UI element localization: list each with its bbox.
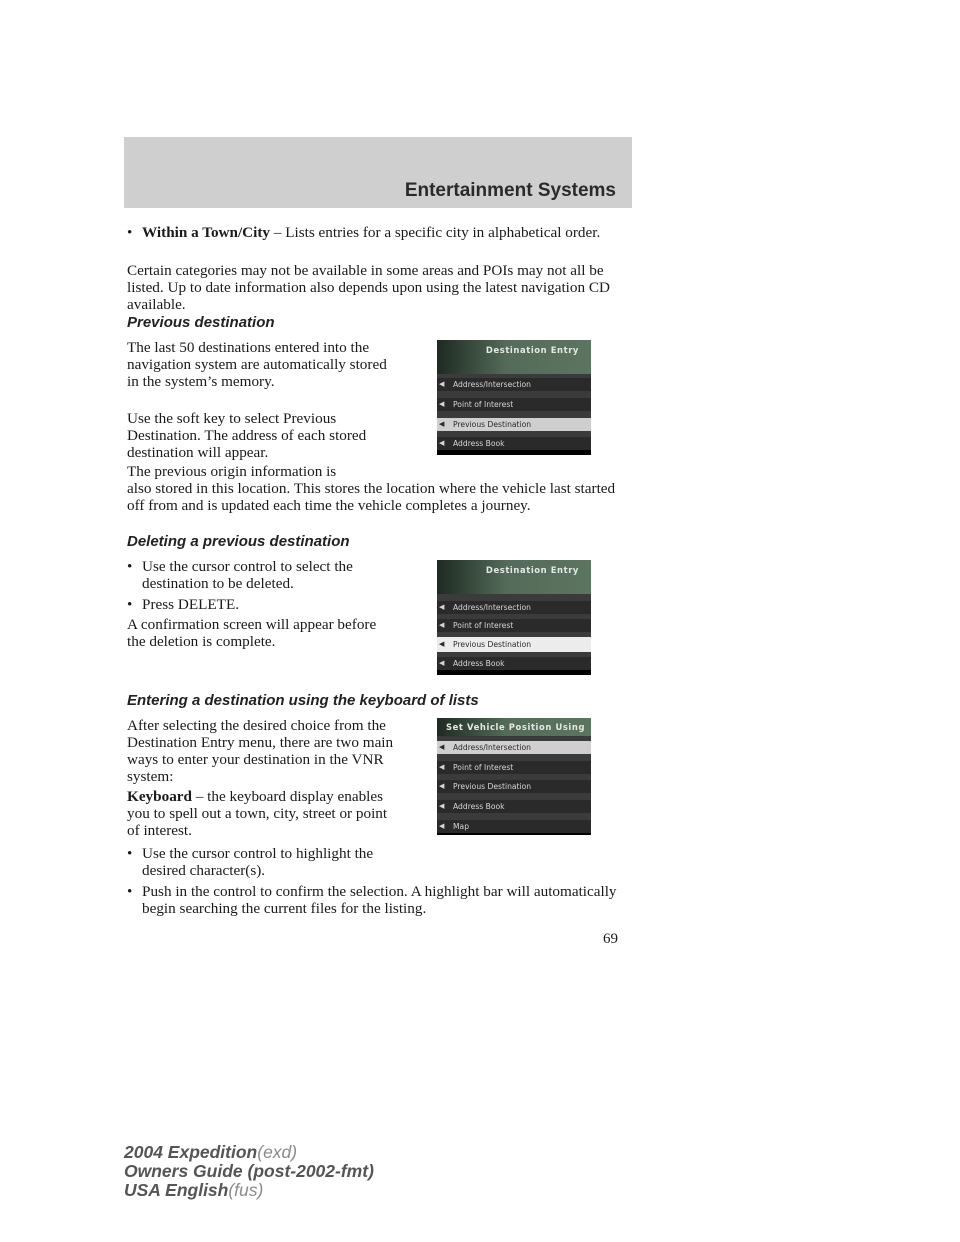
bullet-within-town <box>127 224 647 241</box>
bullet-text: Push in the control to confirm the selection. A highlight bar will automatically begin searching the current files for the listing. <box>142 883 617 917</box>
paragraph-after-selecting: After selecting the desired choice from the Destination Entry menu, there are two main ways to enter your destination in the VNR system: <box>127 717 394 785</box>
menu-item-label: Address Book <box>453 802 505 811</box>
menu-item-previous-destination[interactable] <box>437 418 591 431</box>
arrow-left-icon: ◀ <box>439 782 445 790</box>
bullet-term: Within a Town/City <box>142 224 271 241</box>
keyboard-text: – the keyboard display enables you to spell out a town, city, street or point of interest. <box>127 788 388 839</box>
paragraph-origin-b: also stored in this location. This stores the location where the vehicle last started off from and is updated each time the vehicle completes a journey. <box>127 480 616 514</box>
arrow-left-icon: ◀ <box>439 439 445 447</box>
arrow-left-icon: ◀ <box>439 659 445 667</box>
footer-guide: Owners Guide (post-2002-fmt) <box>124 1161 374 1181</box>
menu-item-address-book[interactable] <box>437 437 591 450</box>
footer-line-1 <box>124 1143 374 1162</box>
menu-item-label: Map <box>453 822 470 831</box>
footer-model-code: (exd) <box>257 1142 298 1162</box>
arrow-left-icon: ◀ <box>439 802 445 810</box>
menu-item-label: Address Book <box>453 659 505 668</box>
arrow-left-icon: ◀ <box>439 822 445 830</box>
menu-item-point-of-interest[interactable] <box>437 619 591 632</box>
menu-item-label: Point of Interest <box>453 400 514 409</box>
bullet-text: Press DELETE. <box>142 596 240 613</box>
menu-item-address-book[interactable] <box>437 800 591 813</box>
menu-item-label: Address Book <box>453 439 505 448</box>
screen-title-bar <box>437 560 591 594</box>
bullet-press-delete <box>127 596 412 613</box>
menu-item-address-intersection[interactable] <box>437 601 591 614</box>
screen-title: Destination Entry <box>485 345 579 355</box>
screen-divider <box>437 813 591 820</box>
bullet-cursor-select <box>127 558 412 592</box>
footer-model: 2004 Expedition <box>124 1142 258 1162</box>
bullet-dot: • <box>127 596 133 613</box>
page-number: 69 <box>603 931 618 947</box>
destination-entry-screen-1 <box>437 340 591 455</box>
menu-item-label: Point of Interest <box>453 621 514 630</box>
heading-deleting-previous: Deleting a previous destination <box>127 533 350 550</box>
bullet-dot: • <box>127 558 133 575</box>
bullet-dot: • <box>127 224 133 241</box>
arrow-left-icon: ◀ <box>439 743 445 751</box>
paragraph-last-50: The last 50 destinations entered into the navigation system are automatically stored in the system’s memory. <box>127 339 387 390</box>
bullet-highlight-character <box>127 845 412 879</box>
paragraph-categories: Certain categories may not be available in some areas and POIs may not all be listed. Up to date information also depends upon using the latest navigation CD available. <box>127 262 610 313</box>
menu-item-address-intersection[interactable] <box>437 378 591 391</box>
heading-previous-destination: Previous destination <box>127 314 275 331</box>
menu-item-label: Point of Interest <box>453 763 514 772</box>
menu-item-point-of-interest[interactable] <box>437 761 591 774</box>
menu-item-label: Previous Destination <box>453 782 532 791</box>
screen-title: Destination Entry <box>485 565 579 575</box>
document-footer <box>124 1143 374 1200</box>
set-vehicle-position-screen <box>437 718 591 835</box>
keyboard-term: Keyboard <box>127 788 192 805</box>
menu-item-point-of-interest[interactable] <box>437 398 591 411</box>
footer-line-3 <box>124 1181 374 1200</box>
menu-item-label: Address/Intersection <box>453 743 531 752</box>
paragraph-keyboard <box>127 788 397 839</box>
destination-entry-screen-2 <box>437 560 591 675</box>
arrow-left-icon: ◀ <box>439 380 445 388</box>
arrow-left-icon: ◀ <box>439 640 445 648</box>
bullet-text: Use the cursor control to select the destination to be deleted. <box>142 558 353 592</box>
screen-divider <box>437 793 591 800</box>
section-title: Entertainment Systems <box>404 180 616 201</box>
footer-language: USA English <box>124 1180 229 1200</box>
section-header-band <box>124 137 632 208</box>
arrow-left-icon: ◀ <box>439 400 445 408</box>
menu-item-map[interactable] <box>437 820 591 833</box>
paragraph-origin-a: The previous origin information is <box>127 463 337 480</box>
heading-keyboard-of-lists: Entering a destination using the keyboard of lists <box>127 692 479 709</box>
screen-title-bar <box>437 718 591 736</box>
bullet-text: Use the cursor control to highlight the desired character(s). <box>142 845 374 879</box>
arrow-left-icon: ◀ <box>439 621 445 629</box>
bullet-dot: • <box>127 845 133 862</box>
screen-divider <box>437 754 591 761</box>
bullet-push-control <box>127 883 647 917</box>
footer-language-code: (fus) <box>228 1180 264 1200</box>
menu-item-label: Previous Destination <box>453 640 532 649</box>
menu-item-previous-destination[interactable] <box>437 780 591 793</box>
arrow-left-icon: ◀ <box>439 603 445 611</box>
arrow-left-icon: ◀ <box>439 420 445 428</box>
menu-item-label: Address/Intersection <box>453 380 531 389</box>
arrow-left-icon: ◀ <box>439 763 445 771</box>
menu-item-address-book[interactable] <box>437 657 591 670</box>
screen-divider <box>437 411 591 418</box>
screen-title-bar <box>437 340 591 374</box>
paragraph-confirmation: A confirmation screen will appear before the deletion is complete. <box>127 616 377 650</box>
screen-divider <box>437 391 591 398</box>
paragraph-soft-key: Use the soft key to select Previous Destination. The address of each stored destination will appear. <box>127 410 367 461</box>
bullet-dot: • <box>127 883 133 900</box>
menu-item-label: Previous Destination <box>453 420 532 429</box>
menu-item-previous-destination[interactable] <box>437 637 591 652</box>
menu-item-label: Address/Intersection <box>453 603 531 612</box>
footer-line-2 <box>124 1162 374 1181</box>
bullet-text: – Lists entries for a specific city in alphabetical order. <box>270 224 601 241</box>
screen-divider <box>437 594 591 601</box>
menu-item-address-intersection[interactable] <box>437 741 591 754</box>
screen-title: Set Vehicle Position Using <box>446 722 586 732</box>
